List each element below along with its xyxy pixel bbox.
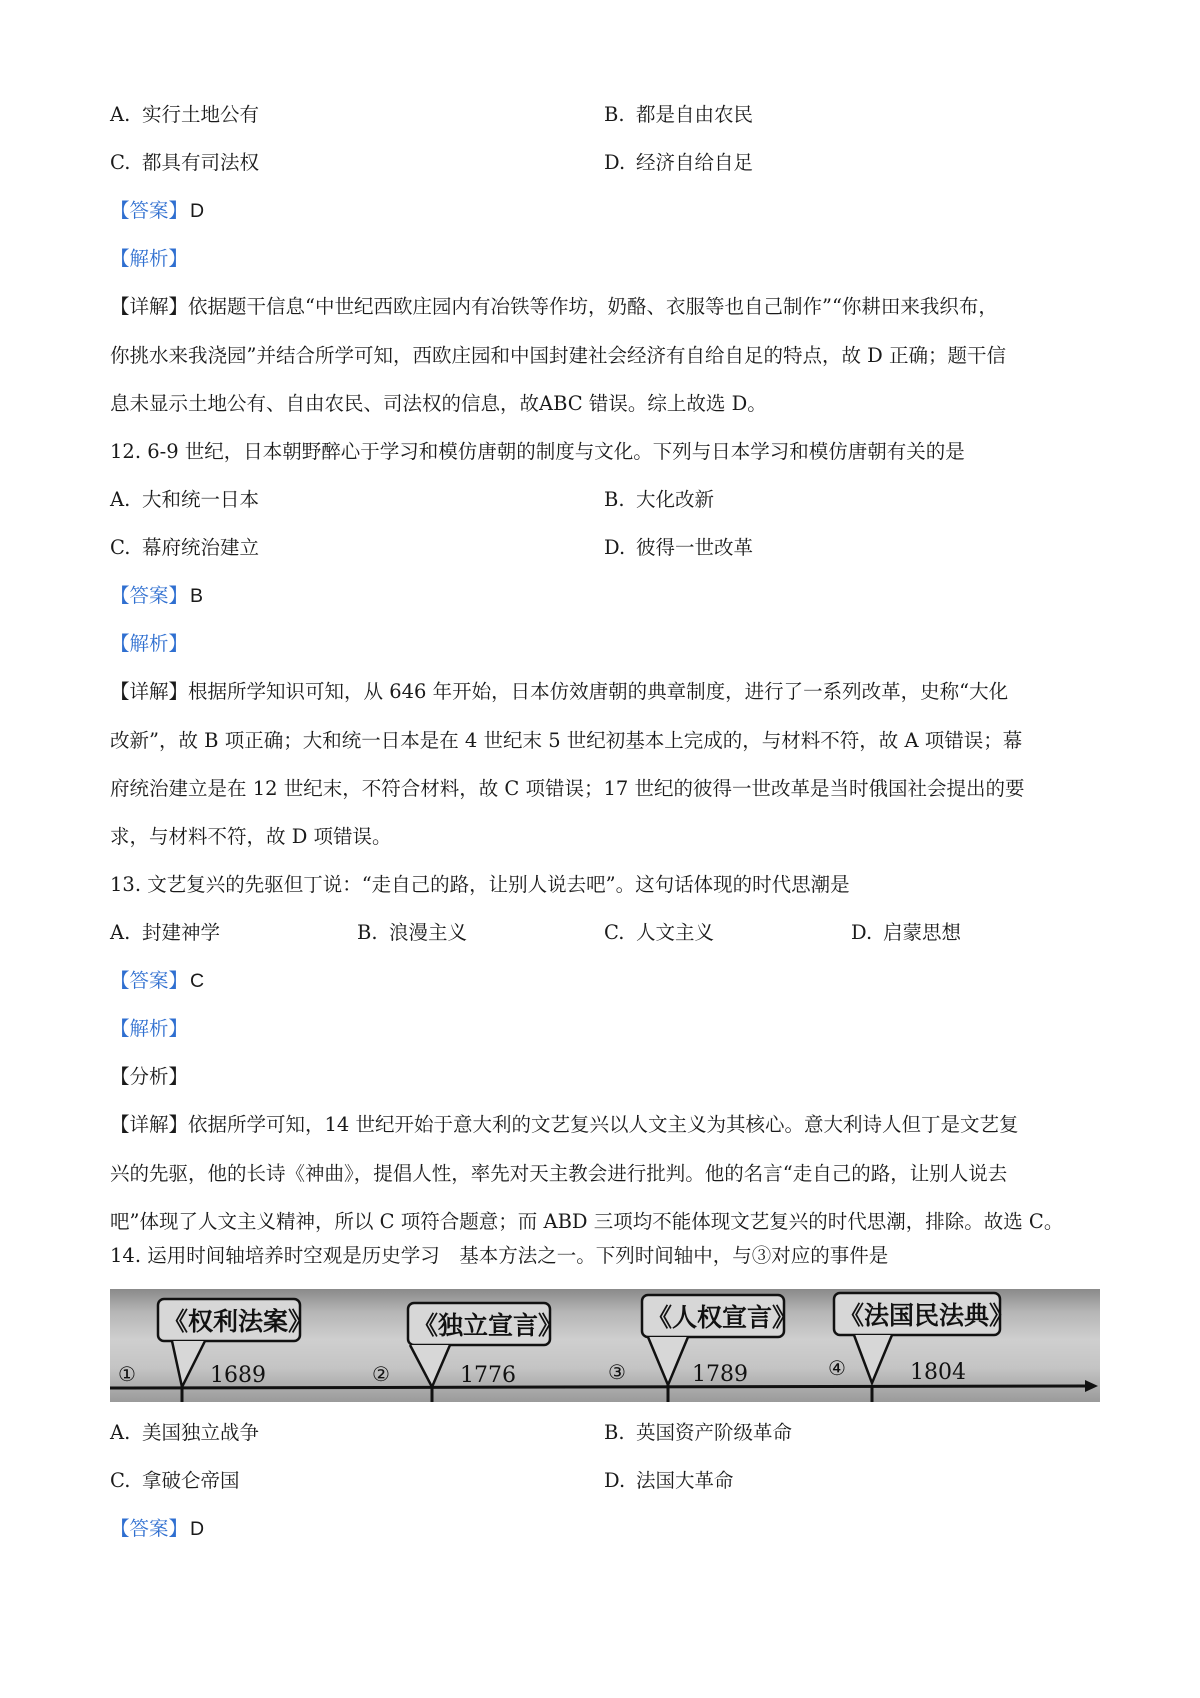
q14-option-c <box>110 1466 240 1496</box>
q12-detail-line-1 <box>110 677 1100 707</box>
q13-answer <box>110 966 1100 996</box>
analysis-sub-tag: 【分析】 <box>110 1065 189 1088</box>
q12-detail-line-3: 府统治建立是在 12 世纪末，不符合材料，故 C 项错误；17 世纪的彼得一世改革是当时俄国社会提出的要 <box>110 777 1025 800</box>
option-text: 人文主义 <box>636 921 715 944</box>
option-text: 大和统一日本 <box>142 488 260 511</box>
option-text: 大化改新 <box>636 488 715 511</box>
q12-option-d <box>604 533 753 563</box>
q14-option-d <box>604 1466 734 1496</box>
detail-tag: 【详解】 <box>110 295 189 318</box>
option-text: 都是自由农民 <box>636 103 754 126</box>
q11-option-d <box>604 148 753 178</box>
q14-stem: 14. 运用时间轴培养时空观是历史学习 基本方法之一。下列时间轴中，与③对应的事件是 <box>110 1244 889 1267</box>
option-letter: C. <box>110 1469 131 1492</box>
detail-text: 依据所学可知，14 世纪开始于意大利的文艺复兴以人文主义为其核心。意大利诗人但丁是文艺复 <box>188 1113 1019 1136</box>
q12-analysis <box>110 629 1100 659</box>
q13-stem: 13. 文艺复兴的先驱但丁说：“走自己的路，让别人说去吧”。这句话体现的时代思潮是 <box>110 873 850 896</box>
q13-detail-line-3: 吧”体现了人文主义精神，所以 C 项符合题意；而 ABD 三项均不能体现文艺复兴的时代思潮，排除。故选 C。 <box>110 1210 1064 1233</box>
timeline-label-2: 《独立宣言》 <box>413 1311 564 1340</box>
option-letter: D. <box>604 536 626 559</box>
option-letter: A. <box>110 488 131 511</box>
q12-stem: 12. 6-9 世纪，日本朝野醉心于学习和模仿唐朝的制度与文化。下列与日本学习和模仿唐朝有关的是 <box>110 440 965 463</box>
q13-option-d <box>851 918 961 948</box>
q11-option-c <box>110 148 259 178</box>
option-letter: D. <box>604 151 626 174</box>
answer-value: D <box>190 1518 205 1540</box>
q13-option-c <box>604 918 714 948</box>
detail-text: 根据所学知识可知，从 646 年开始，日本仿效唐朝的典章制度，进行了一系列改革，史称“大化 <box>188 680 1009 703</box>
option-letter: C. <box>604 921 625 944</box>
answer-tag: 【答案】 <box>110 199 189 222</box>
timeline-label-3: 《人权宣言》 <box>647 1303 798 1332</box>
q14-option-b <box>604 1418 792 1448</box>
timeline-num-3: ③ <box>608 1360 626 1384</box>
answer-tag: 【答案】 <box>110 584 189 607</box>
q13-detail-line-2: 兴的先驱，他的长诗《神曲》，提倡人性，率先对天主教会进行批判。他的名言“走自己的路，让别人说去 <box>110 1162 1008 1185</box>
q11-option-a <box>110 100 259 130</box>
option-letter: B. <box>604 103 625 126</box>
q11-detail-line-2: 你挑水来我浇园”并结合所学可知，西欧庄园和中国封建社会经济有自给自足的特点，故 D 正确；题干信 <box>110 344 1007 367</box>
option-letter: B. <box>604 488 625 511</box>
detail-tag: 【详解】 <box>110 680 189 703</box>
timeline-year-1: 1689 <box>210 1363 266 1388</box>
answer-tag: 【答案】 <box>110 1517 189 1540</box>
timeline-num-4: ④ <box>828 1356 846 1380</box>
q13-analysis <box>110 1014 1100 1044</box>
timeline-image <box>110 1289 1100 1402</box>
option-text: 浪漫主义 <box>389 921 468 944</box>
timeline-year-3: 1789 <box>692 1362 748 1387</box>
q11-analysis <box>110 244 1100 274</box>
answer-tag: 【答案】 <box>110 969 189 992</box>
option-text: 实行土地公有 <box>142 103 260 126</box>
option-letter: A. <box>110 103 131 126</box>
option-text: 封建神学 <box>142 921 221 944</box>
q12-option-a <box>110 485 259 515</box>
option-letter: A. <box>110 1421 131 1444</box>
option-letter: D. <box>851 921 873 944</box>
timeline-num-2: ② <box>372 1362 390 1386</box>
option-letter: B. <box>357 921 378 944</box>
option-text: 幕府统治建立 <box>142 536 260 559</box>
timeline-arrow <box>1085 1380 1098 1392</box>
option-text: 美国独立战争 <box>142 1421 260 1444</box>
q12-detail-line-4: 求，与材料不符，故 D 项错误。 <box>110 825 392 848</box>
option-text: 经济自给自足 <box>636 151 754 174</box>
analysis-tag: 【解析】 <box>110 632 189 655</box>
detail-text: 依据题干信息“中世纪西欧庄园内有冶铁等作坊，奶酪、衣服等也自己制作”“你耕田来我织布， <box>188 295 998 318</box>
option-letter: B. <box>604 1421 625 1444</box>
analysis-tag: 【解析】 <box>110 1017 189 1040</box>
option-text: 英国资产阶级革命 <box>636 1421 793 1444</box>
option-text: 都具有司法权 <box>142 151 260 174</box>
timeline-year-2: 1776 <box>460 1363 516 1388</box>
q13-option-b <box>357 918 467 948</box>
q12-answer <box>110 581 1100 611</box>
q11-answer <box>110 196 1100 226</box>
q12-option-b <box>604 485 714 515</box>
option-letter: C. <box>110 151 131 174</box>
answer-value: B <box>190 585 204 607</box>
q11-detail-line-3: 息未显示土地公有、自由农民、司法权的信息，故ABC 错误。综上故选 D。 <box>110 392 767 415</box>
q13-analysis-sub <box>110 1062 1100 1092</box>
detail-tag: 【详解】 <box>110 1113 189 1136</box>
q13-option-a <box>110 918 220 948</box>
timeline-label-1: 《权利法案》 <box>163 1307 314 1336</box>
q11-detail-line-1 <box>110 292 1100 322</box>
q12-option-c <box>110 533 259 563</box>
answer-value: C <box>190 970 205 992</box>
timeline-year-4: 1804 <box>910 1360 966 1385</box>
option-letter: C. <box>110 536 131 559</box>
option-letter: D. <box>604 1469 626 1492</box>
analysis-tag: 【解析】 <box>110 247 189 270</box>
timeline-svg <box>110 1289 1100 1402</box>
q11-option-b <box>604 100 753 130</box>
q13-detail-line-1 <box>110 1110 1100 1140</box>
option-text: 启蒙思想 <box>883 921 962 944</box>
timeline-num-1: ① <box>118 1362 136 1386</box>
option-text: 法国大革命 <box>636 1469 734 1492</box>
option-text: 彼得一世改革 <box>636 536 754 559</box>
q14-option-a <box>110 1418 259 1448</box>
option-letter: A. <box>110 921 131 944</box>
timeline-label-4: 《法国民法典》 <box>839 1301 1015 1330</box>
answer-value: D <box>190 200 205 222</box>
option-text: 拿破仑帝国 <box>142 1469 240 1492</box>
q14-answer <box>110 1514 1100 1544</box>
q12-detail-line-2: 改新”，故 B 项正确；大和统一日本是在 4 世纪末 5 世纪初基本上完成的，与材料不符，故 A 项错误；幕 <box>110 729 1023 752</box>
